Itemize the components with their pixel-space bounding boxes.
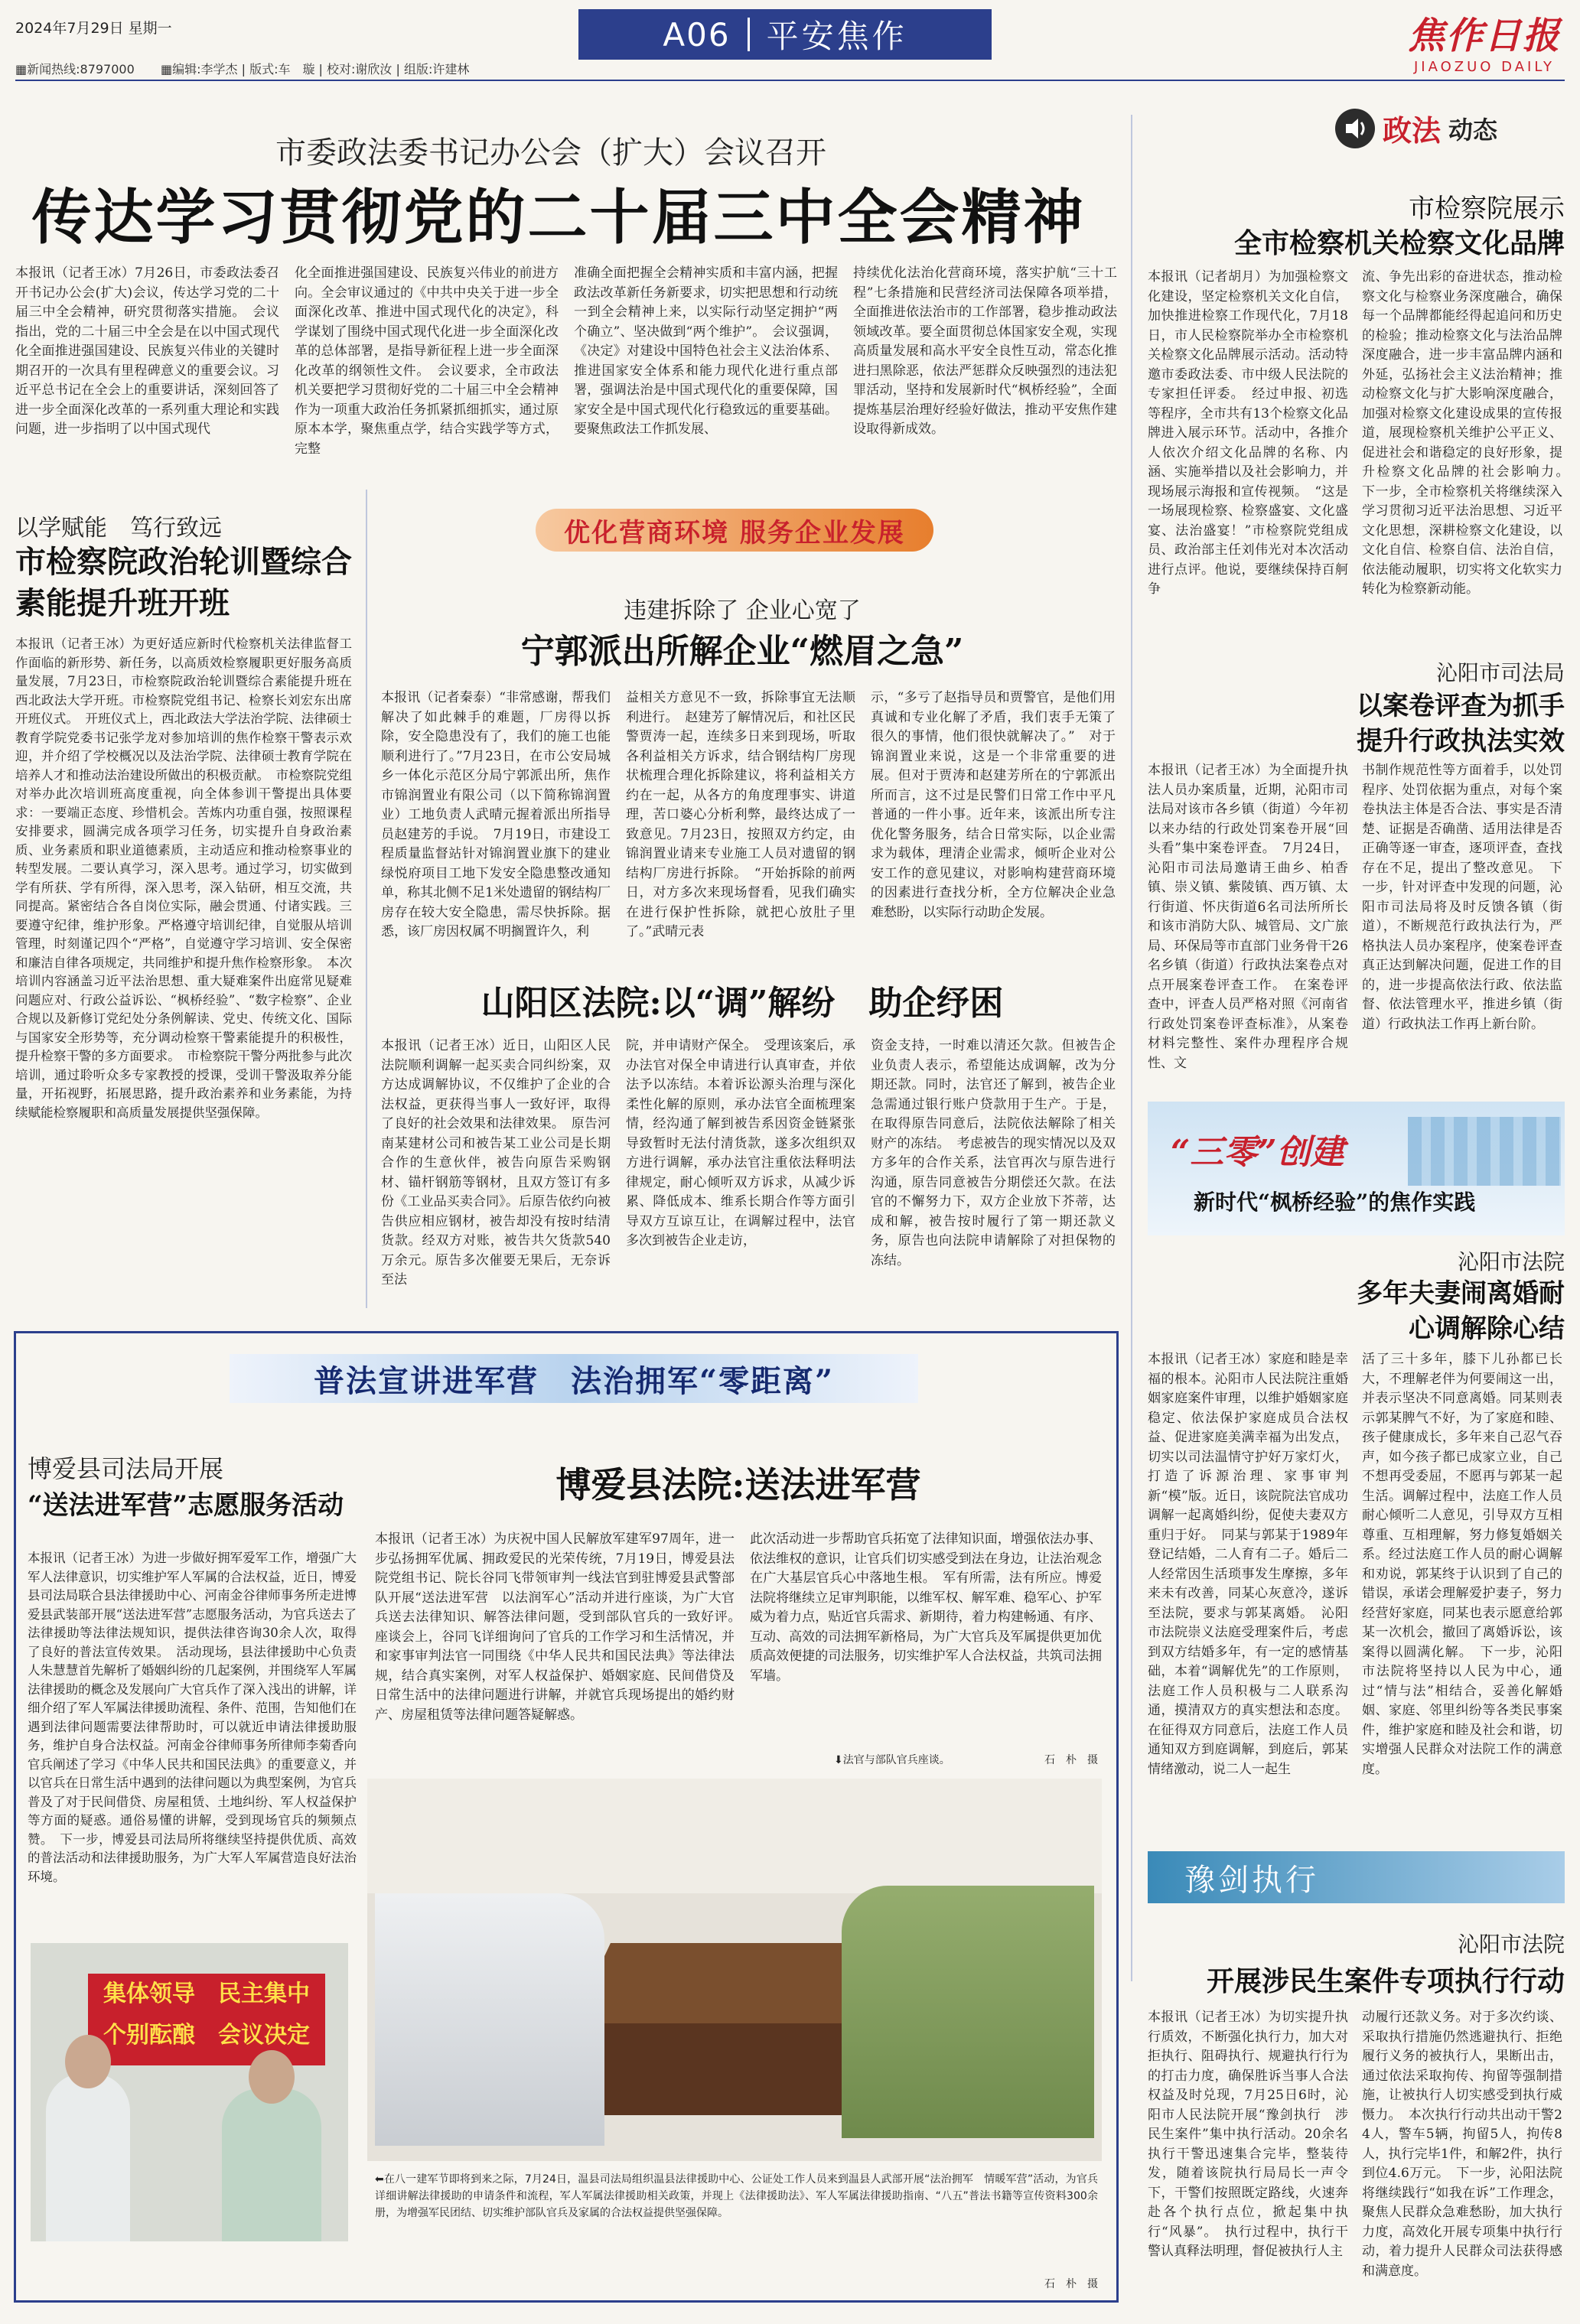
qinyang-court-col-1: 本报讯（记者王冰）家庭和睦是幸福的根本。沁阳市人民法院注重婚姻家庭案件审理，以维护婚姻家庭稳定、依法保护家庭成员合法权益、促进家庭美满幸福为出发点，切实以司法温情守护好万家灯火，打造了诉源治理、家事审判新“模”版。近日，该院院法官成功调解一起离婚纠纷，促使夫妻双方重归于好。 同某与郭某于1989年登记结婚，二人育有二子。婚后二人经常因生活琐事发生摩擦，多年来未有改善，同某心灰意冷，遂诉至法院，要求与郭某离婚。 沁阳市法院崇义法庭受理案件后，考虑到双方结婚多年，有一定的感情基础，本着“调解优先”的工作原则，法庭工作人员积极与二人联系沟通，摸清双方的真实想法和态度。在征得双方同意后，法庭工作人员通知双方到庭调解，到庭后，郭某情绪激动，说二人一起生 <box>1148 1352 1348 1777</box>
proc-culture-headline: 全市检察机关检察文化品牌 <box>1233 227 1565 259</box>
page-divider <box>748 18 750 51</box>
training-body: 本报讯（记者王冰）为更好适应新时代检察机关法律监督工作面临的新形势、新任务，以高质效检察履职更好服务高质量发展，7月23日，市检察院政治轮训暨综合素能提升班在西北政法大学开班。市检察院党组书记、检察长刘宏东出席开班仪式。 开班仪式上，西北政法大学法治学院、法律硕士教育学院党委书记张学龙对参加培训的焦作检察干警表示欢迎，并介绍了学校概况以及法治学院、法律硕士教育学院在培养人才和推动法治建设所做出的积极贡献。 市检察院党组对举办此次培训班高度重视，向全体参训干警提出具体要求：一要端正态度、珍惜机会。苦炼内功重自强，按照课程安排要求，圆满完成各项学习任务，切实提升自身政治素质、业务素质和职业道德素质，主动适应和推动检察事业的转型发展。二要认真学习，深入思考。通过学习，切实做到学有所获、学有所得，深入思考，深入钻研，相互交流，共同提高。紧密结合各自岗位实际，融会贯通、付诸实践。三要遵守纪律，维护形象。严格遵守培训纪律，自觉服从培训管理，时刻谨记四个“严格”，自觉遵守学习培训、安全保密和廉洁自律各项规定，共同维护和提升焦作检察形象。 本次培训内容涵盖习近平法治思想、重大疑难案件出庭常见疑难问题应对、行政公益诉讼、“枫桥经验”、“数字检察”、企业合规以及新修订党纪处分条例解读、党史、传统文化、国际与国家安全形势等，充分调动检察干警素能提升的积极性，提升检察干警的多方面要求。 市检察院干警分两批参与此次培训，通过聆听众多专家教授的授课，受训干警汲取养分能量，开拓视野，拓展思路，提升政治素养和业务素能，为持续赋能检察履职和高质量发展提供坚强保障。 <box>15 636 352 1120</box>
lead-col-1: 本报讯（记者王冰）7月26日，市委政法委召开书记办公会(扩大)会议，传达学习党的二十届三中全会精神，研究贯彻落实措施。 会议指出，党的二十届三中全会是在以中国式现代化全面推进强国建设、民族复兴伟业的关键时期召开的一次具有里程碑意义的重要会议。习近平总书记在全会上的重要讲话，深刻回答了进一步全面深化改革的一系列重大理论和实践问题，进一步指明了以中国式现代 <box>15 265 279 437</box>
red-wall-banner <box>88 1974 325 2065</box>
person-left <box>46 2073 130 2241</box>
yujian-label <box>1148 1851 1565 1903</box>
lead-col-3: 准确全面把握全会精神实质和丰富内涵，把握政法改革新任务新要求，切实把思想和行动统一到全会精神上来，以实际行动坚定拥护“两个确立”、坚决做到“两个维护”。 会议强调，《决定》对建设中国特色社会主义法治体系、推进国家安全体系和能力现代化进行重点部署，强调法治是中国式现代化的重要保障，国家安全是中国式现代化行稳致远的重要基础。要聚焦政法工作抓发展、 <box>574 265 838 437</box>
boai-justice-headline: “送法进军营”志愿服务活动 <box>28 1490 344 1521</box>
photo2-credit: 石 朴 摄 <box>1044 2278 1098 2290</box>
speaker-icon <box>1335 109 1375 148</box>
page-title: 平安焦作 <box>766 18 907 55</box>
photo-court-seminar <box>367 1779 1102 2161</box>
photo1-credit: 石 朴 摄 <box>1044 1754 1098 1766</box>
person-right-head <box>249 2050 295 2104</box>
business-kicker: 违建拆除了 企业心宽了 <box>624 597 861 624</box>
business-col-2: 益相关方意见不一致，拆除事宜无法顺利进行。 赵建芳了解情况后，和社区民警贾涛一起，连续多日来到现场，听取各利益相关方诉求，结合钢结构厂房现状梳理合理化拆除建议，将利益相关方约在一起，从各方的角度理事实、讲道理，苦口婆心分析利弊，最终达成了一致意见。7月23日，按照双方约定，由锦润置业请来专业施工人员对遗留的钢结构厂房进行拆除。 “开始拆除的前两日，对方多次来现场督看，见我们确实在进行保护性拆除，就把心放肚子里了。”武晴元表 <box>626 690 855 939</box>
photo2-wall <box>367 1779 1102 1893</box>
photo2-officers-row <box>375 1893 604 2146</box>
editor-credits: ▦编辑:李学杰 | 版式:车 璇 | 校对:谢欣汝 | 组版:许建林 <box>161 62 470 76</box>
photo2-soldiers-row <box>842 1886 1094 2138</box>
news-hotline: ▦新闻热线:8797000 <box>15 62 135 76</box>
page-header-box <box>578 9 992 60</box>
military-banner-text: 普法宣讲进军营 法治拥军“零距离” <box>313 1362 834 1399</box>
zero-banner-subtitle: 新时代“枫桥经验”的焦作实践 <box>1194 1190 1476 1215</box>
qinyang-court-kicker: 沁阳市法院 <box>1457 1249 1565 1274</box>
qinyang-justice-headline: 以案卷评查为抓手提升行政执法实效 <box>1357 691 1565 757</box>
photo1-caption: ⬇法官与部队官兵座谈。 <box>834 1754 950 1766</box>
lead-headline: 传达学习贯彻党的二十届三中全会精神 <box>31 183 1086 252</box>
lead-kicker: 市委政法委书记办公会（扩大）会议召开 <box>275 135 826 171</box>
photo2-caption: ⬅在八一建军节即将到来之际，7月24日，温县司法局组织温县法律援助中心、公证处工作人员来到温县人武部开展“法治拥军 情暖军营”活动，为官兵详细讲解法律援助的申请条件和流程，军人军属法律援助相关政策，并现上《法律援助法》、军人军属法律援助指南、“八五”普法书籍等宣传资料300余册，为增强军民团结、切实维护部队官兵及家属的合法权益提供坚强保障。 <box>375 2173 1098 2219</box>
shanyang-headline: 山阳区法院:以“调”解纷 助企纾困 <box>481 984 1004 1023</box>
boai-court-col-1: 本报讯（记者王冰）为庆祝中国人民解放军建军97周年，进一步弘扬拥军优属、拥政爱民的光荣传统，7月19日，博爱县法院党组书记、院长谷同飞带领审判一线法官到驻博爱县武警部队开展“送法进军营 以法润军心”活动并进行座谈，为广大官兵送去法律知识、解答法律问题，受到部队官兵的一致好评。 座谈会上，谷同飞详细询问了官兵的工作学习和生活情况，并和家事审判法官一同围绕《中华人民共和国民法典》等法律法规，结合真实案例，对军人权益保护、婚姻家庭、民间借贷及日常生活中的法律问题进行讲解，并就官兵现场提出的婚约财产、房屋租赁等法律问题答疑解惑。 <box>375 1531 748 1723</box>
masthead-rule <box>15 80 1565 81</box>
proc-culture-kicker: 市检察院展示 <box>1409 194 1565 224</box>
qinyang-exec-kicker: 沁阳市法院 <box>1457 1932 1565 1957</box>
boai-court-col-2: 此次活动进一步帮助官兵拓宽了法律知识面，增强依法办事、依法维权的意识，让官兵们切实感受到法在身边，让法治观念在广大基层官兵心中落地生根。 军有所需，法有所应。博爱法院将继续立足审判职能，以维军权、解军难、稳军心、护军威为着力点，贴近官兵需求、新期待，着力构建畅通、有序、互动、高效的司法拥军新格局，为广大官兵及军属提供更加优质高效便捷的司法服务，切实维护军人合法权益，共筑司法拥军墙。 <box>750 1531 1102 1684</box>
issue-date: 2024年7月29日 星期一 <box>15 20 172 37</box>
column-sub-label: 动态 <box>1448 115 1498 145</box>
qinyang-exec-col-1: 本报讯（记者王冰）为切实提升执行质效，不断强化执行力，加大对拒执行、阻碍执行、规避执行行为的打击力度，确保胜诉当事人合法权益及时兑现，7月25日6时，沁阳市人民法院开展“豫剑执行 涉民生案件”集中执行活动。20余名执行干警迅速集合完毕，整装待发，随着该院执行局局长一声令下，干警们按照既定路线，火速奔赴各个执行点位，掀起集中执行“风暴”。 执行过程中，执行干警认真释法明理，督促被执行人主 <box>1148 2010 1348 2259</box>
banner-sign-line-2: 个别酝酿 会议决定 <box>103 2022 310 2049</box>
proc-culture-col-1: 本报讯（记者胡月）为加强检察文化建设，坚定检察机关文化自信，加快推进检察工作现代化，7月18日，市人民检察院举办全市检察机关检察文化品牌展示活动。活动特邀市委政法委、市中级人民法院的专家担任评委。 经过申报、初选等程序，全市共有13个检察文化品牌进入展示环节。活动中，各推介人依次介绍文化品牌的名称、内涵、实施举措以及社会影响力，并现场展示海报和宣传视频。 “这是一场展现检察、检察盛宴、文化盛宴、法治盛宴！”市检察院党组成员、政治部主任刘伟光对本次活动进行点评。他说，要继续保持百舸争 <box>1148 269 1348 597</box>
lead-col-4: 持续优化法治化营商环境，落实护航“三十工程”七条措施和民营经济司法保障各项举措，全面推进依法治市的工作部署，稳步推动政法领域改革。要全面贯彻总体国家安全观，实现高质量发展和高水平安全良性互动，常态化推进扫黑除恶，依法严惩群众反映强烈的违法犯罪活动，坚持和发展新时代“枫桥经验”，全面提炼基层治理好经验好做法，推动平安焦作建设取得新成效。 <box>853 265 1117 437</box>
business-headline: 宁郭派出所解企业“燃眉之急” <box>520 632 964 671</box>
banner-sign-line-1: 集体领导 民主集中 <box>103 1981 310 2007</box>
qinyang-exec-headline: 开展涉民生案件专项执行行动 <box>1206 1965 1565 1997</box>
shanyang-col-1: 本报讯（记者王冰）近日，山阳区人民法院顺利调解一起买卖合同纠纷案，双方达成调解协议，不仅维护了企业的合法权益，更获得当事人一致好评，取得了良好的社会效果和法律效果。 原告河南某建材公司和被告某工业公司是长期合作的生意伙伴，被告向原告采购钢材、锚杆钢筋等钢材，且双方签订有多份《工业品买卖合同》。后原告依约向被告供应相应钢材，被告却没有按时结清货款。经双方对账，被告共欠货款540万余元。原告多次催要无果后，无奈诉至法 <box>381 1038 611 1287</box>
column-badge <box>1335 107 1497 149</box>
photo-officer-handover <box>31 1943 348 2241</box>
business-col-3: 示，“多亏了赵指导员和贾警官，是他们用真诚和专业化解了矛盾，我们衷手无策了很久的事情，他们很快就解决了。” 对于锦润置业来说，这是一个非常重要的进展。但对于贾涛和赵建芳所在的宁郭派出所而言，这不过是民警们日常工作中平凡普通的一件小事。近年来，该派出所专注优化警务服务，结合日常实际，以企业需求为载体，理清企业需求，倾听企业对公安工作的意见建议，对影响构建营商环境的因素进行查找分析，全方位解决企业急难愁盼，以实际行动助企发展。 <box>871 690 1116 920</box>
qinyang-exec-col-2: 动履行还款义务。对于多次约谈、采取执行措施仍然逃避执行、拒绝履行义务的被执行人，果断出击，通过依法采取拘传、拘留等强制措施，让被执行人切实感受到执行威慑力。 本次执行行动共出动干警24人，警车5辆，拘留5人，拘传8人，执行完毕1件，和解2件，执行到位4.6万元。 下一步，沁阳法院将继续践行“如我在诉”工作理念，聚焦人民群众急难愁盼，加大执行力度，高效化开展专项集中执行行动，着力提升人民群众司法获得感和满意度。 <box>1362 2010 1562 2279</box>
business-banner <box>536 509 933 552</box>
qinyang-court-headline: 多年夫妻闹离婚耐心调解除心结 <box>1357 1278 1565 1344</box>
zero-banner <box>1148 1102 1565 1235</box>
proc-culture-col-2: 流、争先出彩的奋进状态，推动检察文化与检察业务深度融合，确保每一个品牌都能经得起追问和历史的检验；推动检察文化与法治品牌深度融合，进一步丰富品牌内涵和外延，弘扬社会主义法治精神；推动检察文化与扩大影响深度融合，加强对检察文化建设成果的宣传报道，展现检察机关维护公平正义、促进社会和谐稳定的良好形象，提升检察文化品牌的社会影响力。 下一步，全市检察机关将继续深入学习贯彻习近平法治思想、习近平文化思想，深耕检察文化建设，以文化自信、检察自信、法治自信，依法能动履职，切实将文化软实力转化为检察新动能。 <box>1362 269 1575 597</box>
training-kicker: 以学赋能 笃行致远 <box>15 515 222 542</box>
qinyang-court-col-2: 活了三十多年，膝下儿孙都已长大，不理解老伴为何要闹这一出，并表示坚决不同意离婚。同某则表示郭某脾气不好，为了家庭和睦、孩子健康成长，多年来自己忍气吞声，如今孩子都已成家立业，自己不想再受委屈，不愿再与郭某一起生活。调解过程中，法庭工作人员耐心倾听二人意见，引导双方互相尊重、互相理解，努力修复婚姻关系。经过法庭工作人员的耐心调解和劝说，郭某终于认识到了自己的错误，承诺会理解爱护妻子，努力经营好家庭，同某也表示愿意给郭某一次机会，撤回了离婚诉讼，该案得以圆满化解。 下一步，沁阳市法院将坚持以人民为中心，通过“情与法”相结合，妥善化解婚姻、家庭、邻里纠纷等各类民事案件，维护家庭和睦及社会和谐，切实增强人民群众对法院工作的满意度。 <box>1362 1352 1562 1777</box>
boai-justice-body: 本报讯（记者王冰）为进一步做好拥军爱军工作，增强广大军人法律意识，切实维护军人军属的合法权益，近日，博爱县司法局联合县法律援助中心、河南金谷律师事务所走进博爱县武装部开展“送法进军营”志愿服务活动，为官兵送去了法律援助等法律法规知识，提供法律咨询30余人次，取得了良好的普法宣传效果。 活动现场，县法律援助中心负责人朱慧慧首先解析了婚姻纠纷的几起案例，并围绕军人军属法律援助的概念及发展向广大官兵作了深入浅出的讲解，详细介绍了军人军属法律援助流程、条件、范围，告知他们在遇到法律问题需要法律帮助时，可以就近申请法律援助服务，维护自身合法权益。河南金谷律师事务所律师李菊香向官兵阐述了学习《中华人民共和国民法典》的重要意义，并以官兵在日常生活中遇到的法律问题以为典型案例，为官兵普及了对于民间借贷、房屋租赁、土地纠纷、军人权益保护等方面的疑惑。通俗易懂的讲解，受到现场官兵的频频点赞。 下一步，博爱县司法局所将继续坚持提供优质、高效的普法活动和法律援助服务，为广大军人军属营造良好法治环境。 <box>28 1551 357 1884</box>
yujian-label-text: 豫剑执行 <box>1184 1862 1319 1898</box>
person-right <box>222 2088 321 2241</box>
boai-justice-kicker: 博爱县司法局开展 <box>28 1454 224 1483</box>
zero-banner-skyline <box>1408 1117 1561 1186</box>
logo-english: JIAOZUO DAILY <box>1414 59 1555 75</box>
newspaper-logo <box>1400 6 1569 75</box>
shanyang-col-2: 院，并申请财产保全。 受理该案后，承办法官对保全申请进行认真审查，并依法予以冻结。本着诉讼源头治理与深化柔性化解的原则，承办法官全面梳理案情，经沟通了解到被告系因资金链紧张导致暂时无法付清货款，遂多次组织双方进行调解，承办法官注重依法释明法律规定，耐心倾听双方诉求，从减少诉累、降低成本、维系长期合作等方面引导双方互谅互让，在调解过程中，法官多次到被告企业走访， <box>626 1038 855 1248</box>
qinyang-justice-kicker: 沁阳市司法局 <box>1435 660 1565 685</box>
right-column-divider <box>1131 115 1132 1981</box>
lead-col-2: 化全面推进强国建设、民族复兴伟业的前进方向。全会审议通过的《中共中央关于进一步全面深化改革、推进中国式现代化的决定》，科学谋划了围绕中国式现代化进一步全面深化改革的总体部署，是指导新征程上进一步全面深化改革的纲领性文件。 会议要求，全市政法机关要把学习贯彻好党的二十届三中全会精神作为一项重大政治任务抓紧抓细抓实，通过原原本本学，聚焦重点学，结合实践学等方式，完整 <box>295 265 559 457</box>
military-banner <box>230 1354 918 1403</box>
training-divider <box>366 490 367 1308</box>
column-main-label: 政法 <box>1383 113 1442 148</box>
boai-court-headline: 博爱县法院:送法进军营 <box>555 1464 921 1505</box>
page-number: A06 <box>663 15 731 54</box>
person-left-head <box>65 2035 111 2088</box>
logo-chinese: 焦作日报 <box>1407 15 1561 57</box>
zero-banner-title: “三零”创建 <box>1171 1133 1344 1172</box>
business-col-1: 本报讯（记者秦泰）“非常感谢，帮我们解决了如此棘手的难题，厂房得以拆除，安全隐患没有了，我们的施工也能顺利进行了。”7月23日，在市公安局城乡一体化示范区分局宁郭派出所，焦作市锦润置业有限公司（以下简称锦润置业）工地负责人武晴元握着派出所指导员赵建芳的手说。 7月19日，市建设工程质量监督站针对锦润置业旗下的建业绿悦府项目工地下发安全隐患整改通知单，称其北侧不足1米处遗留的钢结构厂房存在较大安全隐患，需尽快拆除。据悉，该厂房因权属不明搁置许久，利 <box>381 690 611 939</box>
shanyang-col-3: 资金支持，一时难以清还欠款。但被告企业负责人表示，希望能达成调解，改为分期还款。同时，法官还了解到，被告企业急需通过银行账户贷款用于生产。于是，在取得原告同意后，法院依法解除了相关财产的冻结。 考虑被告的现实情况以及双方多年的合作关系，法官再次与原告进行沟通，原告同意被告分期偿还欠款。在法官的不懈努力下，双方企业放下芥蒂，达成和解，被告按时履行了第一期还款义务，原告也向法院申请解除了对担保物的冻结。 <box>871 1038 1116 1268</box>
qinyang-justice-col-2: 书制作规范性等方面着手，以处罚程序、处罚依据为重点，对每个案卷执法主体是否合法、事实是否清楚、证据是否确凿、适用法律是否正确等逐一审查，逐项评查，查找存在不足，提出了整改意见。 下一步，针对评查中发现的问题，沁阳市司法局将及时反馈各镇（街道），不断规范行政执法行为，严格执法人员办案程序，使案卷评查真正达到解决问题，促进工作的目的，进一步提高依法行政、依法监督、依法管理水平，推进乡镇（街道）行政执法工作再上新台阶。 <box>1362 763 1562 1032</box>
qinyang-justice-col-1: 本报讯（记者王冰）为全面提升执法人员办案质量，近期，沁阳市司法局对该市各乡镇（街道）今年初以来办结的行政处罚案卷开展“回头看”集中案卷评查。 7月24日，沁阳市司法局邀请王曲乡、柏香镇、崇义镇、紫陵镇、西万镇、太行街道、怀庆街道6名司法所所长和该市消防大队、城管局、文广旅局、环保局等市直部门业务骨干26名乡镇（街道）行政执法案卷点对点开展案卷评查工作。 在案卷评查中，评查人员严格对照《河南省行政处罚案卷评查标准》，从案卷材料完整性、案件办理程序合规性、文 <box>1148 763 1348 1071</box>
business-banner-text: 优化营商环境 服务企业发展 <box>564 517 905 548</box>
training-headline: 市检察院政治轮训暨综合素能提升班开班 <box>15 544 352 621</box>
